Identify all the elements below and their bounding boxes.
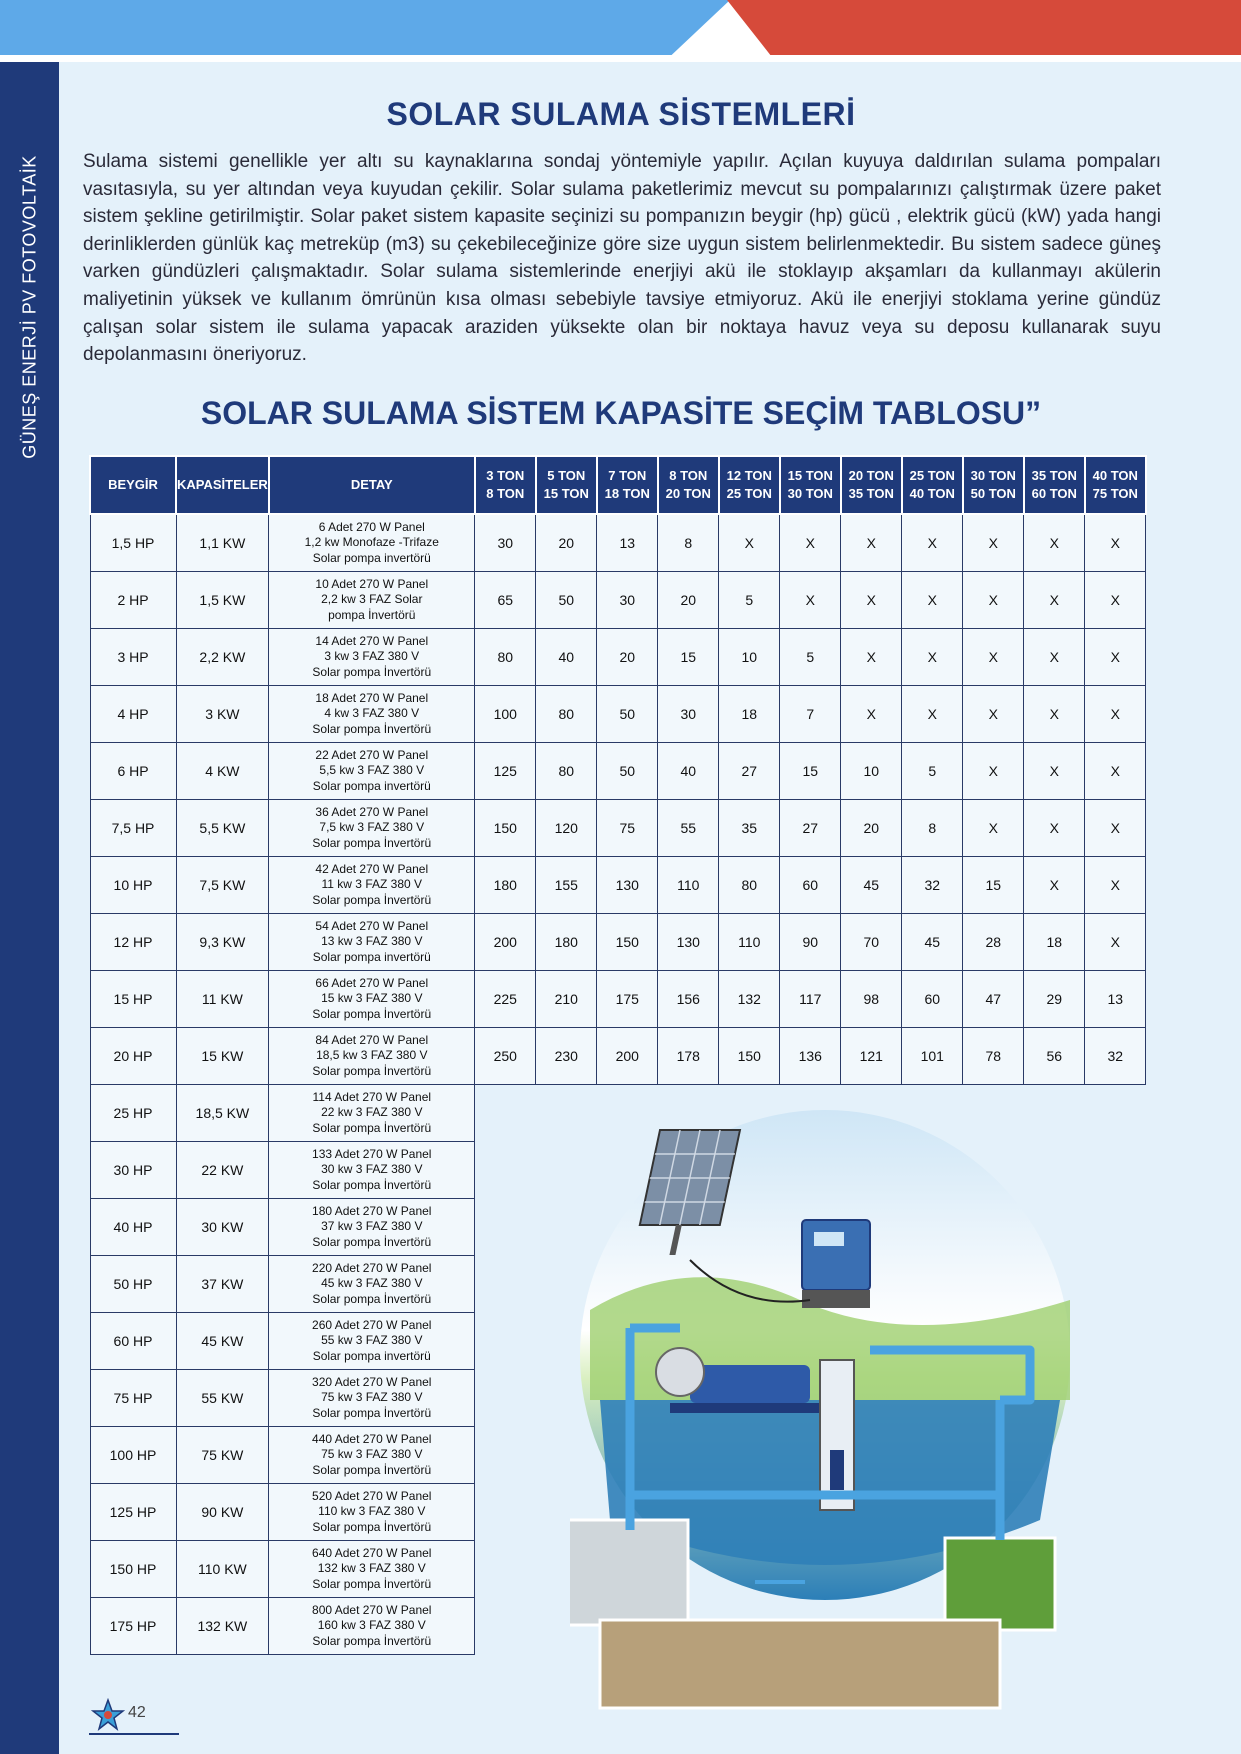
detail-line: Solar pompa invertörü	[312, 1348, 431, 1363]
header-kw: KAPASİTELER	[176, 456, 269, 514]
cell-kw: 1,5 KW	[176, 572, 269, 629]
cell-hp: 2 HP	[90, 572, 176, 629]
header-hp: BEYGİR	[90, 456, 176, 514]
detail-line: Solar pompa İnvertörü	[312, 1291, 432, 1306]
cell-capacity: 150	[597, 914, 658, 971]
header-ton-8	[963, 456, 1024, 514]
cell-capacity: X	[963, 572, 1024, 629]
cell-capacity: X	[1085, 743, 1146, 800]
cell-capacity: 55	[658, 800, 719, 857]
cell-capacity: 200	[475, 914, 536, 971]
detail-line: Solar pompa İnvertörü	[312, 721, 432, 736]
header-ton-line: 75 TON	[1092, 486, 1138, 501]
cell-kw: 132 KW	[176, 1598, 269, 1655]
header-ton-9	[1024, 456, 1085, 514]
detail-line: 260 Adet 270 W Panel	[312, 1317, 432, 1332]
cell-detail	[269, 1313, 475, 1370]
cell-hp: 6 HP	[90, 743, 176, 800]
cell-capacity: 10	[719, 629, 780, 686]
cell-hp: 30 HP	[90, 1142, 176, 1199]
cell-kw: 7,5 KW	[176, 857, 269, 914]
cell-capacity: 175	[597, 971, 658, 1028]
cell-capacity: 50	[597, 743, 658, 800]
table-row	[90, 514, 1146, 572]
detail-line: Solar pompa İnvertörü	[312, 1576, 432, 1591]
cell-capacity: 18	[1024, 914, 1085, 971]
cell-capacity: 45	[841, 857, 902, 914]
cell-capacity: X	[963, 629, 1024, 686]
cell-capacity: X	[841, 686, 902, 743]
cell-detail	[269, 914, 475, 971]
cell-detail	[269, 686, 475, 743]
header-red-stripe	[700, 0, 1241, 55]
cell-capacity: X	[841, 514, 902, 572]
header-ton-3	[658, 456, 719, 514]
cell-capacity: X	[1085, 914, 1146, 971]
cell-capacity: 60	[780, 857, 841, 914]
cell-kw: 15 KW	[176, 1028, 269, 1085]
cell-hp: 3 HP	[90, 629, 176, 686]
cell-hp: 4 HP	[90, 686, 176, 743]
cell-capacity: 136	[780, 1028, 841, 1085]
header-ton-10	[1085, 456, 1146, 514]
detail-line: Solar pompa İnvertörü	[312, 1120, 432, 1135]
detail-line: 132 kw 3 FAZ 380 V	[317, 1561, 426, 1576]
detail-line: 640 Adet 270 W Panel	[312, 1545, 432, 1560]
header-ton-line: 15 TON	[787, 468, 833, 483]
header-ton-line: 8 TON	[669, 468, 708, 483]
footer-divider	[89, 1733, 179, 1735]
cell-detail	[269, 1142, 475, 1199]
header-ton-line: 35 TON	[1031, 468, 1077, 483]
detail-line: 37 kw 3 FAZ 380 V	[321, 1219, 423, 1234]
cell-capacity: X	[902, 629, 963, 686]
cell-capacity: X	[1085, 572, 1146, 629]
cell-capacity: X	[963, 800, 1024, 857]
cell-hp: 15 HP	[90, 971, 176, 1028]
header-ton-line: 30 TON	[787, 486, 833, 501]
cell-kw: 5,5 KW	[176, 800, 269, 857]
table-header-row	[90, 456, 1146, 514]
cell-detail	[269, 971, 475, 1028]
cell-capacity: 15	[658, 629, 719, 686]
cell-capacity: 156	[658, 971, 719, 1028]
dry-land-photo	[600, 1620, 1000, 1708]
cell-capacity: 50	[536, 572, 597, 629]
detail-line: 11 kw 3 FAZ 380 V	[321, 877, 423, 892]
cell-detail	[269, 1085, 475, 1142]
header-ton-line: 40 TON	[909, 486, 955, 501]
detail-line: Solar pompa İnvertörü	[312, 1405, 432, 1420]
cell-capacity: 150	[719, 1028, 780, 1085]
header-ton-line: 12 TON	[726, 468, 772, 483]
header-ton-line: 25 TON	[909, 468, 955, 483]
header-ton-line: 40 TON	[1092, 468, 1138, 483]
cell-capacity: 101	[902, 1028, 963, 1085]
cell-kw: 11 KW	[176, 971, 269, 1028]
detail-line: Solar pompa İnvertörü	[312, 1006, 432, 1021]
cell-capacity: 132	[719, 971, 780, 1028]
detail-line: 110 kw 3 FAZ 380 V	[318, 1504, 426, 1519]
cell-capacity: 80	[536, 686, 597, 743]
cell-capacity: 30	[597, 572, 658, 629]
cell-capacity: 125	[475, 743, 536, 800]
cell-capacity: 18	[719, 686, 780, 743]
cell-capacity: 65	[475, 572, 536, 629]
cell-capacity: 80	[536, 743, 597, 800]
cell-capacity: 98	[841, 971, 902, 1028]
cell-capacity: 47	[963, 971, 1024, 1028]
cell-capacity: X	[841, 629, 902, 686]
detail-line: 7,5 kw 3 FAZ 380 V	[319, 820, 425, 835]
cell-capacity: 15	[963, 857, 1024, 914]
cell-capacity: X	[841, 572, 902, 629]
cell-capacity: 50	[597, 686, 658, 743]
header-ton-line: 7 TON	[608, 468, 647, 483]
detail-line: 54 Adet 270 W Panel	[315, 918, 429, 933]
cell-capacity: 29	[1024, 971, 1085, 1028]
cell-capacity: 130	[597, 857, 658, 914]
detail-line: 440 Adet 270 W Panel	[312, 1431, 432, 1446]
cell-capacity: 78	[963, 1028, 1024, 1085]
detail-line: Solar pompa İnvertörü	[312, 1177, 432, 1192]
cell-capacity: 180	[536, 914, 597, 971]
table-row	[90, 572, 1146, 629]
cell-detail	[269, 1484, 475, 1541]
cell-capacity: X	[902, 572, 963, 629]
cell-kw: 90 KW	[176, 1484, 269, 1541]
detail-line: pompa İnvertörü	[328, 607, 416, 622]
detail-line: Solar pompa İnvertörü	[312, 1519, 432, 1534]
detail-line: 1,2 kw Monofaze -Trifaze	[304, 535, 439, 550]
detail-line: 75 kw 3 FAZ 380 V	[321, 1447, 423, 1462]
header-ton-7	[902, 456, 963, 514]
cell-capacity: X	[963, 686, 1024, 743]
detail-line: 36 Adet 270 W Panel	[315, 804, 429, 819]
cell-hp: 60 HP	[90, 1313, 176, 1370]
detail-line: 22 kw 3 FAZ 380 V	[321, 1105, 423, 1120]
header-ton-line: 50 TON	[970, 486, 1016, 501]
cell-kw: 2,2 KW	[176, 629, 269, 686]
detail-line: 180 Adet 270 W Panel	[312, 1203, 432, 1218]
cell-detail	[269, 1370, 475, 1427]
cell-capacity: 56	[1024, 1028, 1085, 1085]
detail-line: 160 kw 3 FAZ 380 V	[317, 1618, 426, 1633]
cell-capacity: 120	[536, 800, 597, 857]
cell-capacity: 13	[1085, 971, 1146, 1028]
detail-line: 45 kw 3 FAZ 380 V	[321, 1276, 423, 1291]
detail-line: 30 kw 3 FAZ 380 V	[321, 1162, 423, 1177]
cell-capacity: X	[780, 572, 841, 629]
table-row	[90, 686, 1146, 743]
cell-capacity: 35	[719, 800, 780, 857]
detail-line: Solar pompa İnvertörü	[312, 1234, 432, 1249]
cell-capacity: 110	[658, 857, 719, 914]
detail-line: 520 Adet 270 W Panel	[312, 1488, 432, 1503]
cell-detail	[269, 1028, 475, 1085]
cell-capacity: X	[902, 686, 963, 743]
cell-hp: 100 HP	[90, 1427, 176, 1484]
header-ton-6	[841, 456, 902, 514]
cell-capacity: 180	[475, 857, 536, 914]
cell-capacity: 75	[597, 800, 658, 857]
cell-capacity: 40	[658, 743, 719, 800]
cell-capacity: X	[1024, 514, 1085, 572]
cell-capacity: 60	[902, 971, 963, 1028]
cell-capacity: 15	[780, 743, 841, 800]
detail-line: Solar pompa invertörü	[312, 778, 431, 793]
detail-line: 5,5 kw 3 FAZ 380 V	[319, 763, 425, 778]
cell-capacity: X	[1024, 743, 1085, 800]
cell-capacity: X	[1024, 629, 1085, 686]
header-ton-line: 30 TON	[970, 468, 1016, 483]
detail-line: Solar pompa invertörü	[312, 949, 431, 964]
page-number: 42	[128, 1704, 146, 1721]
cell-capacity: 117	[780, 971, 841, 1028]
cell-kw: 110 KW	[176, 1541, 269, 1598]
cell-detail	[269, 800, 475, 857]
cell-detail	[269, 629, 475, 686]
cell-capacity: X	[1024, 800, 1085, 857]
cell-hp: 50 HP	[90, 1256, 176, 1313]
cell-kw: 30 KW	[176, 1199, 269, 1256]
cell-detail	[269, 1427, 475, 1484]
cell-detail	[269, 1199, 475, 1256]
cell-kw: 4 KW	[176, 743, 269, 800]
cell-detail	[269, 1256, 475, 1313]
cell-kw: 55 KW	[176, 1370, 269, 1427]
detail-line: 75 kw 3 FAZ 380 V	[321, 1390, 423, 1405]
table-row	[90, 743, 1146, 800]
header-ton-1	[536, 456, 597, 514]
header-ton-line: 60 TON	[1031, 486, 1077, 501]
cell-kw: 9,3 KW	[176, 914, 269, 971]
cell-capacity: 7	[780, 686, 841, 743]
cell-capacity: 20	[536, 514, 597, 572]
cell-capacity: 30	[658, 686, 719, 743]
cell-hp: 7,5 HP	[90, 800, 176, 857]
detail-line: 4 kw 3 FAZ 380 V	[324, 706, 420, 721]
cell-capacity: 110	[719, 914, 780, 971]
detail-line: 13 kw 3 FAZ 380 V	[321, 934, 423, 949]
detail-line: 14 Adet 270 W Panel	[315, 633, 429, 648]
detail-line: Solar pompa İnvertörü	[312, 1063, 432, 1078]
cell-capacity: 5	[902, 743, 963, 800]
cell-capacity: X	[963, 514, 1024, 572]
cell-hp: 25 HP	[90, 1085, 176, 1142]
cell-hp: 75 HP	[90, 1370, 176, 1427]
header-ton-line: 18 TON	[604, 486, 650, 501]
header-ton-2	[597, 456, 658, 514]
detail-line: 320 Adet 270 W Panel	[312, 1374, 432, 1389]
detail-line: 84 Adet 270 W Panel	[315, 1032, 429, 1047]
cell-capacity: 40	[536, 629, 597, 686]
cell-capacity: X	[780, 514, 841, 572]
cell-capacity: 121	[841, 1028, 902, 1085]
cell-capacity: 100	[475, 686, 536, 743]
cell-detail	[269, 1541, 475, 1598]
cell-capacity: X	[1085, 514, 1146, 572]
detail-line: Solar pompa İnvertörü	[312, 892, 432, 907]
cell-capacity: X	[1085, 629, 1146, 686]
cell-capacity: 30	[475, 514, 536, 572]
cell-capacity: 230	[536, 1028, 597, 1085]
cell-capacity: 130	[658, 914, 719, 971]
cell-capacity: X	[1024, 686, 1085, 743]
detail-line: 18,5 kw 3 FAZ 380 V	[316, 1048, 428, 1063]
cell-capacity: 178	[658, 1028, 719, 1085]
cell-capacity: X	[1085, 686, 1146, 743]
cell-capacity: 155	[536, 857, 597, 914]
cell-capacity: 5	[780, 629, 841, 686]
cell-detail	[269, 743, 475, 800]
cell-hp: 40 HP	[90, 1199, 176, 1256]
cell-capacity: X	[1024, 572, 1085, 629]
cell-capacity: 80	[719, 857, 780, 914]
cell-capacity: 20	[597, 629, 658, 686]
detail-line: 10 Adet 270 W Panel	[315, 576, 429, 591]
cell-hp: 12 HP	[90, 914, 176, 971]
detail-line: 66 Adet 270 W Panel	[315, 975, 429, 990]
header-ton-line: 25 TON	[726, 486, 772, 501]
cell-hp: 175 HP	[90, 1598, 176, 1655]
cell-capacity: 20	[841, 800, 902, 857]
cell-capacity: 90	[780, 914, 841, 971]
detail-line: 6 Adet 270 W Panel	[318, 519, 425, 534]
cell-capacity: X	[1085, 857, 1146, 914]
detail-line: Solar pompa İnvertörü	[312, 835, 432, 850]
table-row	[90, 629, 1146, 686]
header-ton-0	[475, 456, 536, 514]
cell-kw: 37 KW	[176, 1256, 269, 1313]
detail-line: Solar pompa İnvertörü	[312, 1633, 432, 1648]
cell-capacity: 8	[658, 514, 719, 572]
cell-capacity: 80	[475, 629, 536, 686]
cell-capacity: 5	[719, 572, 780, 629]
field-photo	[945, 1538, 1055, 1630]
detail-line: 133 Adet 270 W Panel	[312, 1146, 432, 1161]
header-ton-line: 8 TON	[486, 486, 525, 501]
cell-capacity: 225	[475, 971, 536, 1028]
table-row	[90, 971, 1146, 1028]
detail-line: 15 kw 3 FAZ 380 V	[321, 991, 423, 1006]
cell-capacity: X	[1085, 800, 1146, 857]
footer-logo-icon	[91, 1698, 125, 1736]
header-ton-line: 3 TON	[486, 468, 525, 483]
detail-line: Solar pompa İnvertörü	[312, 664, 432, 679]
cell-capacity: X	[902, 514, 963, 572]
cell-capacity: 32	[902, 857, 963, 914]
cell-detail	[269, 857, 475, 914]
detail-line: 3 kw 3 FAZ 380 V	[324, 649, 420, 664]
cell-detail	[269, 514, 475, 572]
cell-hp: 1,5 HP	[90, 514, 176, 572]
detail-line: 220 Adet 270 W Panel	[312, 1260, 432, 1275]
cell-capacity: 70	[841, 914, 902, 971]
cell-capacity: 20	[658, 572, 719, 629]
header-ton-line: 35 TON	[848, 486, 894, 501]
cell-hp: 125 HP	[90, 1484, 176, 1541]
cell-capacity: 45	[902, 914, 963, 971]
detail-line: 114 Adet 270 W Panel	[312, 1089, 432, 1104]
cell-capacity: 210	[536, 971, 597, 1028]
cell-capacity: X	[719, 514, 780, 572]
cell-capacity: 150	[475, 800, 536, 857]
cell-capacity: X	[1024, 857, 1085, 914]
header-ton-5	[780, 456, 841, 514]
detail-line: 2,2 kw 3 FAZ Solar	[321, 592, 423, 607]
cell-detail	[269, 572, 475, 629]
header-ton-4	[719, 456, 780, 514]
header-ton-line: 15 TON	[543, 486, 589, 501]
cell-hp: 10 HP	[90, 857, 176, 914]
cell-kw: 1,1 KW	[176, 514, 269, 572]
sidebar-label: GÜNEŞ ENERJİ PV FOTOVOLTAİK	[19, 155, 40, 459]
cell-kw: 75 KW	[176, 1427, 269, 1484]
table-row	[90, 914, 1146, 971]
cell-capacity: 28	[963, 914, 1024, 971]
cell-capacity: X	[963, 743, 1024, 800]
cell-capacity: 250	[475, 1028, 536, 1085]
detail-line: 55 kw 3 FAZ 380 V	[321, 1333, 423, 1348]
detail-line: 22 Adet 270 W Panel	[315, 747, 429, 762]
table-row	[90, 1028, 1146, 1085]
cell-kw: 45 KW	[176, 1313, 269, 1370]
detail-line: Solar pompa İnvertörü	[312, 1462, 432, 1477]
cell-kw: 18,5 KW	[176, 1085, 269, 1142]
inverter-icon	[802, 1220, 870, 1308]
detail-line: 42 Adet 270 W Panel	[315, 861, 429, 876]
cell-capacity: 27	[780, 800, 841, 857]
page-title: SOLAR SULAMA SİSTEMLERİ	[386, 96, 856, 132]
header-detail: DETAY	[269, 456, 475, 514]
header-blue-stripe	[0, 0, 730, 55]
header-ton-line: 5 TON	[547, 468, 586, 483]
irrigation-illustration	[570, 1100, 1130, 1710]
well-icon	[820, 1360, 854, 1510]
cell-capacity: 32	[1085, 1028, 1146, 1085]
cell-hp: 20 HP	[90, 1028, 176, 1085]
cell-hp: 150 HP	[90, 1541, 176, 1598]
table-title: SOLAR SULAMA SİSTEM KAPASİTE SEÇİM TABLOSU”	[200, 395, 1042, 431]
sidebar	[0, 62, 59, 1754]
cell-capacity: 200	[597, 1028, 658, 1085]
cell-kw: 22 KW	[176, 1142, 269, 1199]
cell-capacity: 10	[841, 743, 902, 800]
header-ton-line: 20 TON	[848, 468, 894, 483]
cell-detail	[269, 1598, 475, 1655]
detail-line: Solar pompa invertörü	[312, 550, 431, 565]
detail-line: 800 Adet 270 W Panel	[312, 1602, 432, 1617]
intro-paragraph: Sulama sistemi genellikle yer altı su kaynaklarına sondaj yöntemiyle yapılır. Açılan kuyuya daldırılan sulama pompaları vasıtasıyla, su yer altından veya kuyudan çekilir. Solar sulama paketlerimiz mevcut su pompalarınızı çalıştırmak üzere paket sistem şekline getirilmiştir. Solar paket sistem kapasite seçinizi su pompanızın beygir (hp) gücü , elektrik gücü (kW) yada hangi derinliklerden günlük kaç metreküp (m3) su çekebileceğinize göre size uygun sistem belirlenmektedir. Bu sistem sadece güneş varken gündüzleri çalışmaktadır. Solar sulama sistemlerinde enerjiyi akü ile stoklayıp akşamları da kullanmayı akülerin maliyetinin yüksek ve kullanım ömrünün kısa olması sebebiyle tavsiye etmiyoruz. Akü ile enerjiyi stoklama yerine gündüz çalışan solar sistem ile sulama yapacak araziden yüksekte olan bir noktaya havuz veya su deposu kullanarak suyu depolanmasını öneriyoruz.	[83, 151, 1161, 366]
detail-line: 18 Adet 270 W Panel	[315, 690, 429, 705]
cell-kw: 3 KW	[176, 686, 269, 743]
cell-capacity: 13	[597, 514, 658, 572]
table-row	[90, 857, 1146, 914]
reservoir-photo	[570, 1520, 688, 1625]
cell-capacity: 8	[902, 800, 963, 857]
table-row	[90, 800, 1146, 857]
cell-capacity: 27	[719, 743, 780, 800]
header-ton-line: 20 TON	[665, 486, 711, 501]
